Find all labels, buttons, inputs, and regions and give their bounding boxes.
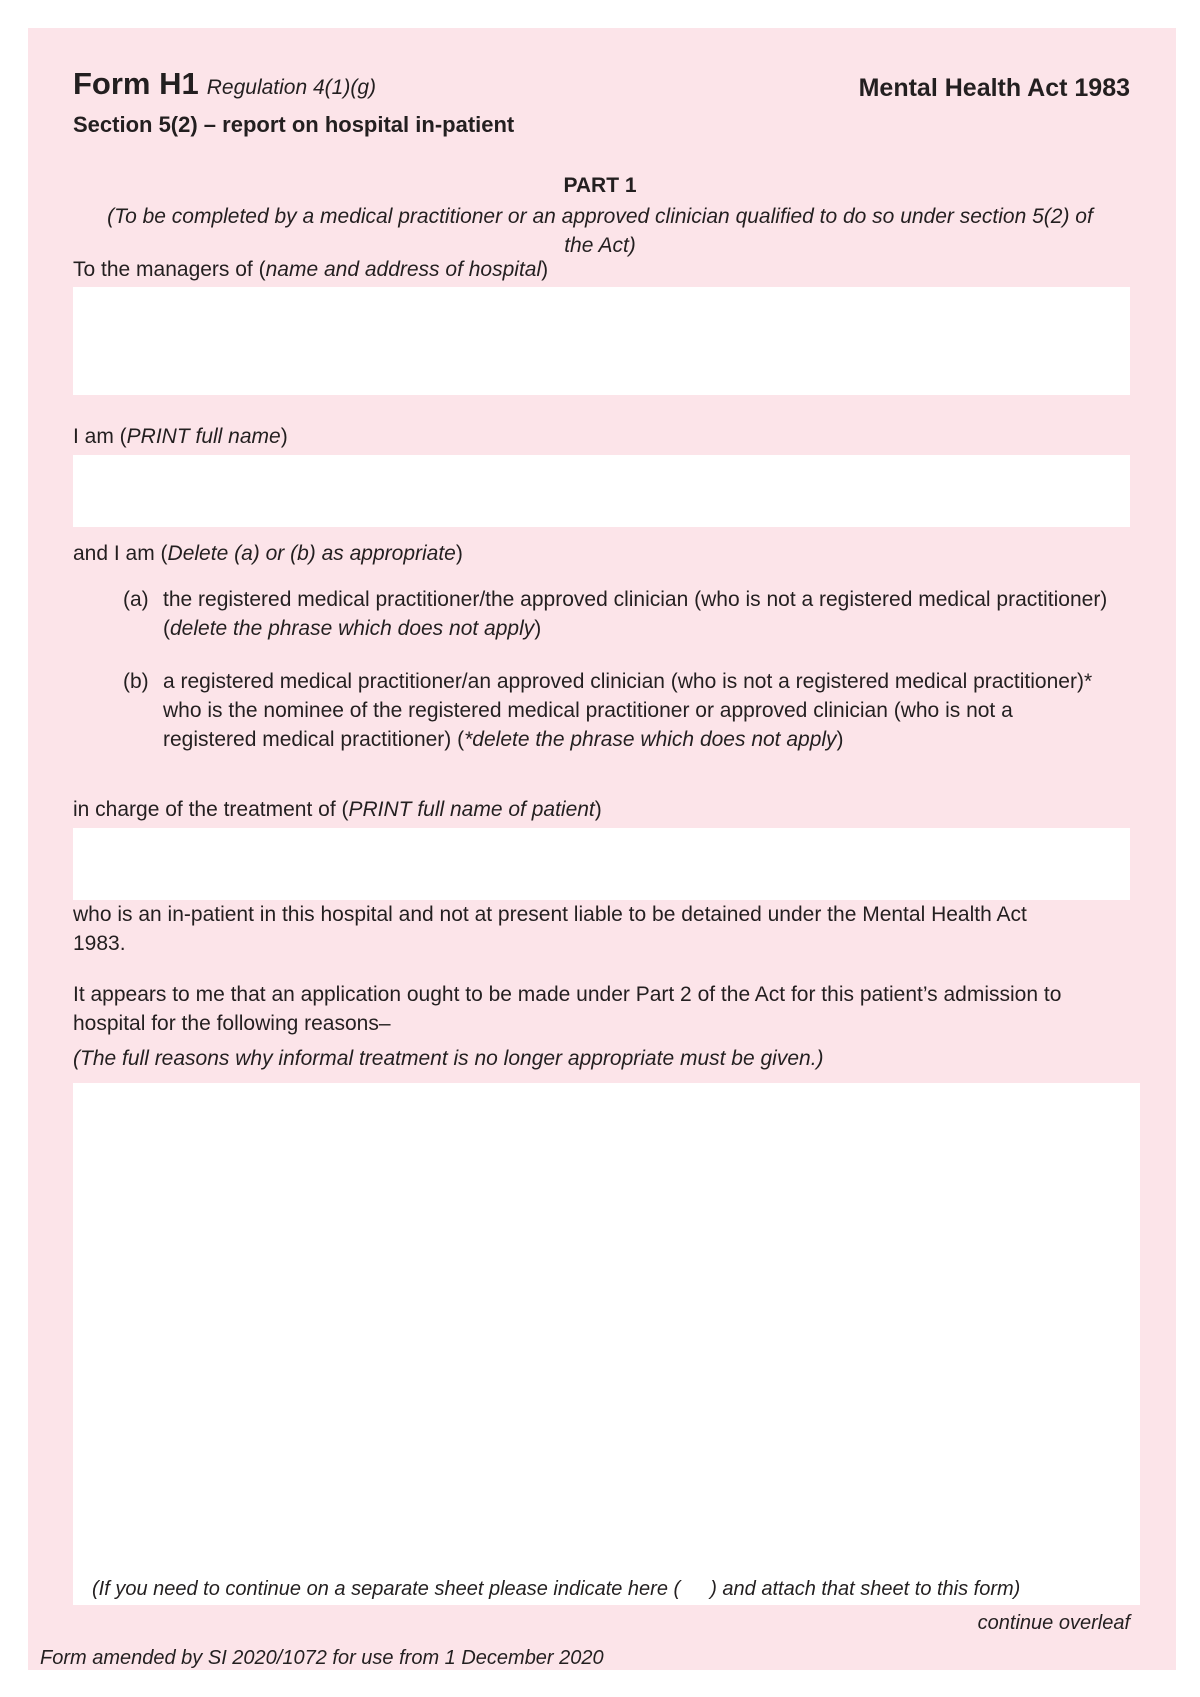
option-b-text: a registered medical practitioner/an approved clinician (who is not a registered medical practitioner)* who is the nominee of the registered medical practitioner or approved clinician (who is not a registered medical practitioner) (*delete the phrase which does not apply) xyxy=(163,670,1093,751)
option-a-letter: (a) xyxy=(123,588,149,611)
form-regulation: Regulation 4(1)(g) xyxy=(206,76,377,99)
amendment-note: Form amended by SI 2020/1072 for use from 1 December 2020 xyxy=(40,1647,604,1669)
practitioner-name-label: I am (PRINT full name) xyxy=(73,425,288,448)
form-title xyxy=(73,66,376,102)
form-number: Form H1 xyxy=(73,66,199,101)
continue-overleaf: continue overleaf xyxy=(977,1612,1130,1634)
hospital-label: To the managers of (name and address of hospital) xyxy=(73,258,549,281)
role-choice-label: and I am (Delete (a) or (b) as appropriate) xyxy=(73,542,463,565)
part-heading: PART 1 xyxy=(563,174,637,197)
option-a[interactable] xyxy=(123,585,1133,643)
reasons-note: (The full reasons why informal treatment is no longer appropriate must be given.) xyxy=(73,1047,824,1070)
application-statement: It appears to me that an application ought to be made under Part 2 of the Act for this patient’s admission to hospital for the following reasons– xyxy=(73,983,1062,1035)
patient-name-label: in charge of the treatment of (PRINT full name of patient) xyxy=(73,798,602,821)
reasons-field[interactable] xyxy=(73,1083,1140,1605)
option-b[interactable] xyxy=(123,667,1098,754)
option-b-letter: (b) xyxy=(123,670,149,693)
inpatient-statement: who is an in-patient in this hospital and not at present liable to be detained under the Mental Health Act 1983. xyxy=(73,903,1027,955)
patient-name-field[interactable] xyxy=(73,828,1130,900)
continuation-note: (If you need to continue on a separate sheet please indicate here ( ) and attach that sheet to this form) xyxy=(92,1578,1021,1600)
option-a-text: the registered medical practitioner/the approved clinician (who is not a registered medical practitioner) (delete the phrase which does not apply) xyxy=(163,588,1108,640)
act-title: Mental Health Act 1983 xyxy=(858,74,1130,102)
form-subtitle: Section 5(2) – report on hospital in-patient xyxy=(73,112,515,137)
part-note: (To be completed by a medical practitioner or an approved clinician qualified to do so under section 5(2) of the Act) xyxy=(107,205,1093,257)
hospital-name-address-field[interactable] xyxy=(73,287,1130,395)
practitioner-name-field[interactable] xyxy=(73,455,1130,527)
